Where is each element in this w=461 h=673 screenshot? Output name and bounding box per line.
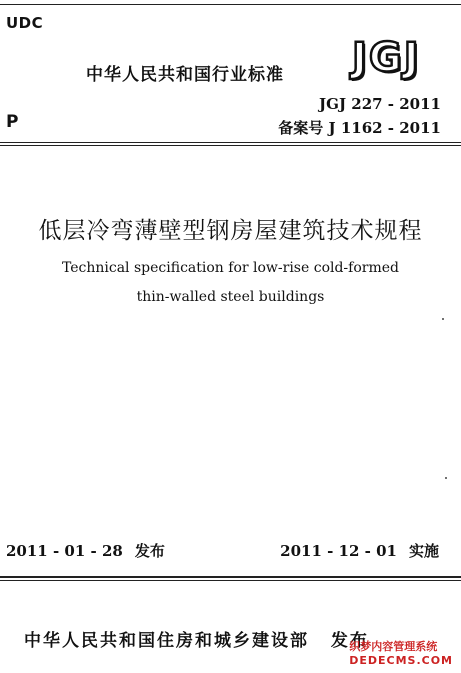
header-divider	[0, 142, 461, 143]
watermark-chinese: 织梦内容管理系统	[349, 640, 438, 653]
publish-label: 发布	[330, 631, 369, 651]
scan-speck	[442, 318, 444, 320]
issue-date-line	[6, 540, 165, 561]
document-title-chinese: 低层冷弯薄壁型钢房屋建筑技术规程	[38, 218, 423, 244]
record-number: J 1162 - 2011	[328, 119, 441, 137]
top-border	[0, 4, 461, 5]
classification-code: P	[6, 112, 19, 132]
record-label: 备案号	[278, 119, 324, 137]
record-number-line	[278, 117, 441, 138]
publisher-line	[24, 626, 369, 651]
header-divider-2	[0, 145, 461, 146]
publisher-name: 中华人民共和国住房和城乡建设部	[24, 631, 309, 651]
footer-divider-2	[0, 580, 461, 581]
issuer-label: 中华人民共和国行业标准	[86, 65, 284, 85]
udc-label: UDC	[6, 14, 44, 32]
document-title-english-line1: Technical specification for low-rise cold-formed	[61, 260, 399, 276]
footer-divider	[0, 576, 461, 578]
watermark-url: DEDECMS.COM	[349, 654, 453, 667]
watermark	[349, 638, 453, 667]
standard-number: JGJ 227 - 2011	[319, 95, 441, 113]
effective-date-line	[280, 540, 439, 561]
jgj-logo: JGJ	[352, 35, 421, 81]
effective-date: 2011 - 12 - 01	[280, 542, 397, 560]
issue-label: 发布	[134, 542, 165, 560]
scan-speck	[445, 477, 447, 479]
document-title-english-line2: thin-walled steel buildings	[136, 289, 325, 305]
issue-date: 2011 - 01 - 28	[6, 542, 123, 560]
effective-label: 实施	[408, 542, 439, 560]
